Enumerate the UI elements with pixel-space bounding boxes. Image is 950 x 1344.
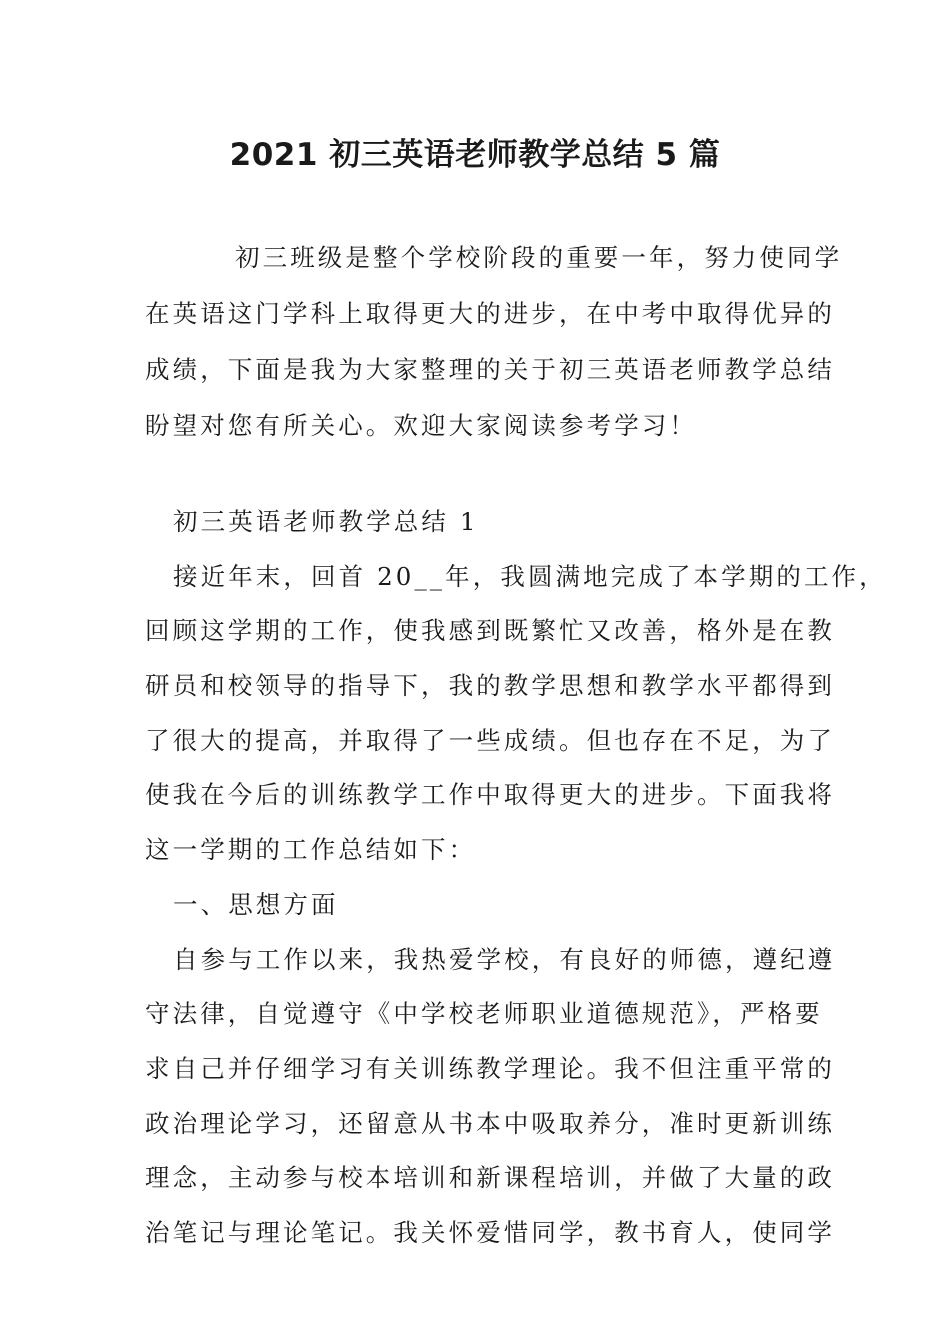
paragraph-line: 接近年末，回首 20__年，我圆满地完成了本学期的工作， [173, 561, 887, 591]
paragraph-spacer [145, 460, 835, 500]
paragraph-2 [145, 938, 835, 1266]
intro-paragraph [145, 236, 843, 460]
document-body [145, 236, 887, 1266]
paragraph-line: 研员和校领导的指导下，我的教学思想和教学水平都得到 [145, 671, 835, 701]
paragraph-line: 回顾这学期的工作，使我感到既繁忙又改善，格外是在教 [145, 616, 835, 646]
paragraph-line: 求自己并仔细学习有关训练教学理论。我不但注重平常的 [145, 1053, 835, 1083]
paragraph-1 [145, 555, 887, 883]
paragraph-line: 理念，主动参与校本培训和新课程培训，并做了大量的政 [145, 1163, 835, 1193]
paragraph-line: 使我在今后的训练教学工作中取得更大的进步。下面我将 [145, 780, 835, 810]
document-title: 2021 初三英语老师教学总结 5 篇 [229, 137, 721, 173]
intro-line: 初三班级是整个学校阶段的重要一年，努力使同学 [235, 243, 843, 272]
intro-line: 在英语这门学科上取得更大的进步，在中考中取得优异的 [145, 299, 835, 328]
paragraph-line: 治笔记与理论笔记。我关怀爱惜同学，教书育人，使同学 [145, 1217, 835, 1247]
paragraph-line: 守法律，自觉遵守《中学校老师职业道德规范》，严格要 [145, 999, 823, 1029]
section-heading: 初三英语老师教学总结 1 [173, 507, 479, 536]
paragraph-line: 这一学期的工作总结如下： [145, 835, 477, 865]
paragraph-line: 了很大的提高，并取得了一些成绩。但也存在不足，为了 [145, 725, 835, 755]
intro-line: 盼望对您有所关心。欢迎大家阅读参考学习！ [145, 411, 697, 440]
paragraph-line: 政治理论学习，还留意从书本中吸取养分，准时更新训练 [145, 1108, 835, 1138]
paragraph-line: 自参与工作以来，我热爱学校，有良好的师德，遵纪遵 [173, 944, 836, 974]
subheading: 一、思想方面 [173, 889, 339, 919]
intro-line: 成绩，下面是我为大家整理的关于初三英语老师教学总结 [145, 355, 835, 384]
